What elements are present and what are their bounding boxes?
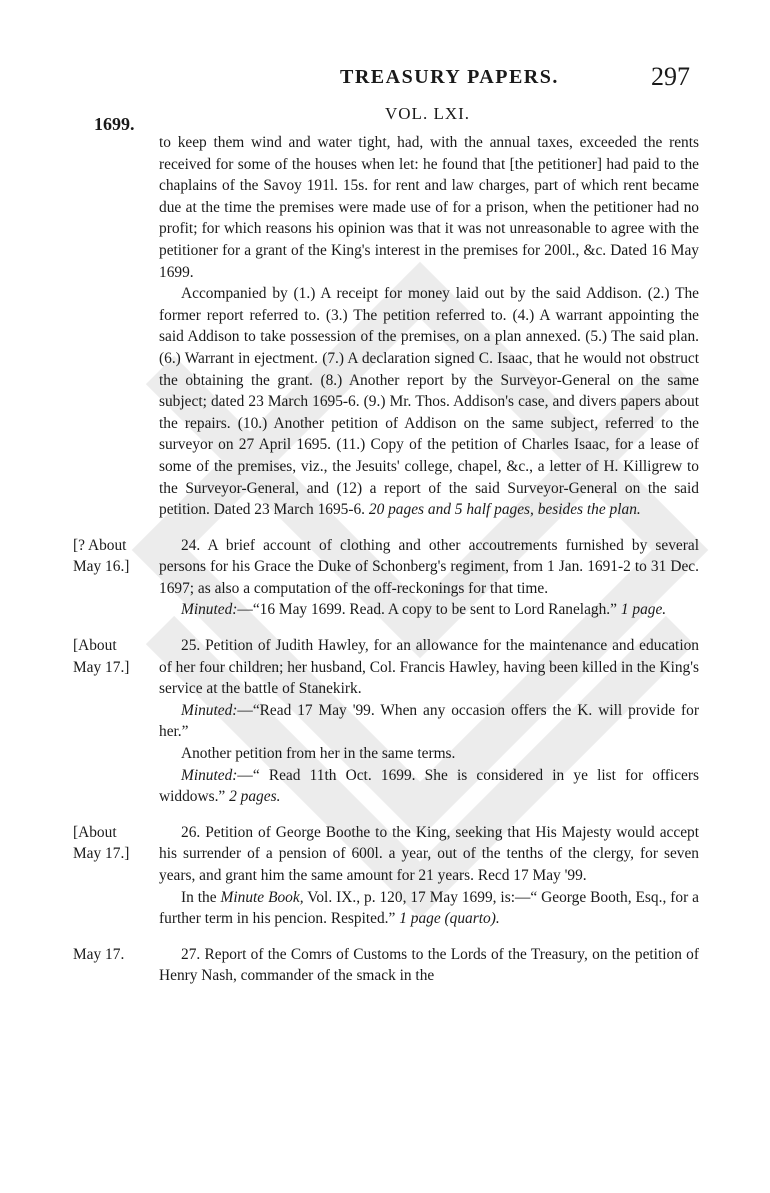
entry-date-line1: [About: [73, 823, 117, 841]
accompanied-pages: 20 pages and 5 half pages, besides the plan.: [368, 501, 641, 519]
entry-date-margin: [73, 635, 153, 678]
minuted-label: Minuted:: [181, 701, 238, 719]
entry-minuted: [159, 700, 699, 743]
entry-text: 27. Report of the Comrs of Customs to the Lords of the Treasury, on the petition of Henry Nash, commander of the smack in the: [159, 945, 699, 985]
entry-minuted: [159, 599, 699, 621]
entry-date-line2: May 17.]: [73, 845, 130, 863]
entry-pages: 1 page.: [620, 601, 667, 619]
entry-24: [73, 535, 699, 621]
entry-date-line1: [? About: [73, 536, 127, 554]
margin-year: 1699.: [94, 114, 135, 134]
minute-book-title: Minute Book,: [220, 888, 304, 906]
minuted-text: —“ Read 11th Oct. 1699. She is considered in ye list for officers widdows.”: [159, 766, 699, 806]
entry-pages: 1 page (quarto).: [399, 910, 500, 928]
minuted-text: —“16 May 1699. Read. A copy to be sent to Lord Ranelagh.”: [237, 601, 617, 619]
running-title: TREASURY PAPERS.: [340, 66, 559, 88]
entry-pages: 2 pages.: [229, 788, 281, 806]
entry-minuted-2: [159, 765, 699, 808]
entry-minute-book: [159, 887, 699, 930]
entry-text: 25. Petition of Judith Hawley, for an allowance for the maintenance and education of her four children; her husband, Col. Francis Hawley, having been killed in the King's service at the battle of Stanekirk.: [159, 637, 699, 698]
accompanied-paragraph: [159, 283, 699, 521]
entry-27: [73, 944, 699, 987]
entry-date-margin: [73, 535, 153, 578]
body-text: [73, 132, 699, 987]
entry-text: 26. Petition of George Boothe to the King, seeking that His Majesty would accept his surrender of a pension of 600l. a year, out of the tenths of the clergy, for seven years, and grant him the same amount for 21 years. Recd 17 May '99.: [159, 823, 699, 884]
accompanied-text: Accompanied by (1.) A receipt for money laid out by the said Addison. (2.) The former report referred to. (3.) The petition referred to. (4.) A warrant appointing the said Addison to take possession of the premises, on a plan annexed. (5.) The said plan. (6.) Warrant in ejectment. (7.) A declaration signed C. Isaac, that he would not obstruct the obtaining the grant. (8.) Another report by the Surveyor-General on the same subject; dated 23 March 1695-6. (9.) Mr. Thos. Addison's case, and divers papers about the repairs. (10.) Another petition of Addison on the same subject, referred to the surveyor on 27 April 1695. (11.) Copy of the petition of Charles Isaac, for a lease of some of the premises, viz., the Jesuits' college, chapel, &c., a letter of H. Killigrew to the Surveyor-General, and (12) a report of the said Surveyor-General on the said petition. Dated 23 March 1695-6.: [159, 285, 699, 519]
minuted-label: Minuted:: [181, 601, 238, 619]
minute-book-prefix: In the: [181, 888, 217, 906]
entry-date-line2: May 17.]: [73, 658, 130, 676]
entry-date-margin: [73, 822, 153, 865]
page-header: [0, 62, 770, 96]
page-number: 297: [651, 62, 690, 91]
minute-book-text: Vol. IX., p. 120, 17 May 1699, is:—“ George Booth, Esq., for a further term in his pencion. Respited.”: [159, 888, 699, 928]
entry-25: [73, 635, 699, 808]
volume-heading: VOL. LXI.: [385, 104, 471, 123]
entry-text: 24. A brief account of clothing and other accoutrements furnished by several persons for his Grace the Duke of Schonberg's regiment, from 1 Jan. 1691-2 to 31 Dec. 1697; as also a computation of the off-reckonings for that time.: [159, 536, 699, 597]
entry-another: Another petition from her in the same terms.: [181, 745, 456, 763]
continuation-paragraph: to keep them wind and water tight, had, with the annual taxes, exceeded the rents received for some of the houses when let: he found that [the petitioner] had paid to the chaplains of the Savoy 191l. 15s. for rent and law charges, part of which rent became due at the time the premises were made use of for a prison, when the petitioner had no profit; for which reasons his opinion was that it was not unreasonable to agree with the petitioner for a grant of the King's interest in the premises for 200l., &c. Dated 16 May 1699.: [159, 134, 699, 281]
minuted-label: Minuted:: [181, 766, 238, 784]
entry-date-line2: May 16.]: [73, 558, 130, 576]
entry-date-line1: May 17.: [73, 945, 125, 963]
minuted-text: —“Read 17 May '99. When any occasion offers the K. will provide for her.”: [159, 701, 699, 741]
entry-date-line1: [About: [73, 637, 117, 655]
entry-date-margin: [73, 944, 153, 966]
entry-26: [73, 822, 699, 930]
